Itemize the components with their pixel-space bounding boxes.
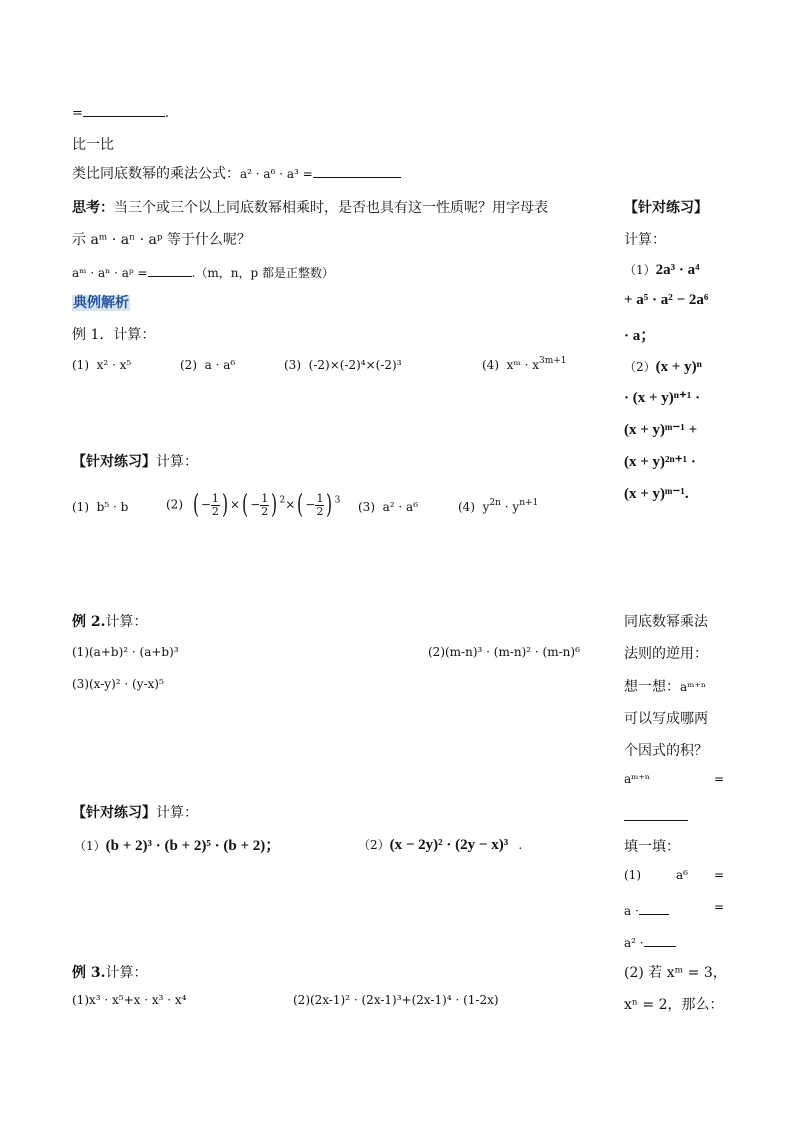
p1-label-3: (3) (358, 500, 375, 514)
example1-items (72, 356, 567, 372)
p1-item-4b: · y (504, 500, 520, 514)
example3-item-2: (2)(2x-1)² · (2x-1)³+(2x-1)⁴ · (1-2x) (293, 993, 499, 1007)
p1-item-3: a² · a⁶ (382, 500, 419, 514)
formula-blank (148, 262, 192, 277)
side-fill-3-blank (644, 932, 676, 947)
p1-label-2: (2) (166, 497, 183, 512)
ex1-label-1: (1) (72, 358, 89, 372)
side-expr-2c: (x + y)ᵐ⁻¹ + (624, 422, 698, 438)
p1-item-4a: y (482, 500, 490, 514)
side-fill-1 (624, 868, 724, 882)
p2-end: . (518, 838, 523, 852)
p2-expr-1: (b + 2)³ · (b + 2)⁵ · (b + 2)； (105, 838, 281, 854)
side-item-2 (624, 356, 702, 376)
side-item-1 (624, 259, 700, 279)
ex1-item-1: x² · x⁵ (96, 358, 132, 372)
side-eq-sign: = (713, 772, 724, 786)
top-fragment (72, 102, 169, 121)
ex1-item-3: (-2)×(-2)⁴×(-2)³ (308, 358, 402, 372)
analogy-expr: a² · a⁶ · a³ = (240, 167, 313, 181)
analogy-label: 类比同底数幂的乘法公式： (72, 166, 240, 182)
fraction-half-c: $\frac{1}{2}$ (316, 491, 324, 518)
side-fill: 填一填： (624, 839, 680, 855)
side-eq-line (624, 772, 724, 786)
analogy-blank (313, 163, 401, 178)
examples-section-heading (72, 292, 130, 312)
ex1-label-2: (2) (180, 358, 197, 372)
ex1-item-4-base: xᵐ · x (506, 358, 539, 372)
p1-item-4b-exp: n+1 (519, 498, 539, 508)
practice1-items (72, 490, 592, 526)
think-line-1 (72, 197, 548, 217)
side-cond-1: (2) 若 xᵐ = 3， (624, 965, 727, 981)
example2-label: 例 2. (72, 614, 106, 630)
p1-item-1: b⁵ · b (96, 500, 129, 514)
example2-item-2: (2)(m-n)³ · (m-n)² · (m-n)⁶ (428, 645, 580, 659)
think-formula (72, 262, 334, 281)
answer-blank (83, 102, 165, 117)
formula-note: .（m，n，p 都是正整数） (191, 266, 334, 280)
examples-heading-text: 典例解析 (73, 295, 129, 311)
side-fill-label: (1) (624, 868, 641, 882)
fraction-half-a: $\frac{1}{2}$ (211, 491, 219, 518)
analogy-line (72, 163, 401, 183)
practice2-suffix: 计算： (156, 805, 198, 821)
side-fill-3 (624, 932, 676, 950)
example2-title (72, 611, 148, 631)
side-think-label: 想一想： (624, 679, 680, 695)
side-eq-expr: aᵐ⁺ⁿ (624, 772, 651, 786)
think-label: 思考： (72, 200, 114, 216)
example2-item-1: (1)(a+b)² · (a+b)³ (72, 645, 179, 659)
side-think-2: 可以写成哪两 (624, 711, 708, 727)
side-inverse-2: 法则的逆用： (624, 646, 708, 662)
formula-expr: aᵐ · aⁿ · aᵖ = (72, 266, 148, 280)
side-think (624, 676, 706, 696)
side-fill-2-eq: = (713, 900, 724, 914)
exp-3: 3 (334, 495, 341, 506)
p2-label-2: （2） (358, 838, 390, 852)
example2-item-3: (3)(x-y)² · (y-x)⁵ (72, 677, 164, 691)
side-fill-2-expr: a · (624, 904, 639, 918)
side-expr-2b: · (x + y)ⁿ⁺¹ · (624, 390, 701, 406)
side-inverse-1: 同底数幂乘法 (624, 614, 708, 630)
practice1-suffix: 计算： (156, 454, 198, 470)
side-expr-1: 2a³ · a⁴ (655, 262, 700, 278)
side-fill-2-blank (639, 900, 669, 915)
p2-expr-2: (x − 2y)² · (2y − x)³ (389, 837, 509, 853)
p1-item-4a-exp: 2n (489, 498, 501, 508)
example3-item-1: (1)x³ · x⁵+x · x³ · x⁴ (72, 993, 187, 1007)
side-fill-3-expr: a² · (624, 936, 644, 950)
compare-heading: 比一比 (72, 137, 114, 153)
side-fill-eq: = (713, 868, 724, 882)
ex1-label-4: (4) (482, 358, 499, 372)
side-fill-2 (624, 900, 724, 918)
p1-item-2: (2) ( − $\frac{1}{2}$ ) ×( − $\frac{1}{2}$ ) $^2$×( − $\frac{1}{2}$ ) $^3$ (166, 490, 341, 520)
side-label-1: （1） (624, 263, 656, 277)
side-fill-expr: a⁶ (676, 868, 688, 882)
exp-2: 2 (279, 495, 286, 506)
side-cond-2: xⁿ = 2，那么： (624, 997, 724, 1013)
side-expr-2d: (x + y)²ⁿ⁺¹ · (624, 454, 696, 470)
example1-title: 例 1．计算： (72, 327, 156, 343)
practice2-heading (72, 802, 198, 822)
practice1-heading (72, 451, 198, 471)
side-calc: 计算： (624, 232, 666, 248)
period: . (164, 106, 170, 121)
practice2-item-2 (358, 834, 522, 854)
practice2-item-1 (74, 834, 280, 855)
ex1-item-4-exp: 3m+1 (538, 356, 567, 366)
p1-label-4: (4) (458, 500, 475, 514)
ex1-label-3: (3) (284, 358, 301, 372)
side-expr-1b: + a⁵ · a² − 2a⁶ (624, 292, 709, 308)
fraction-half-b: $\frac{1}{2}$ (261, 491, 269, 518)
side-eq-blank-row (624, 806, 688, 825)
side-expr-2: (x + y)ⁿ (655, 359, 702, 375)
p2-label-1: （1） (74, 839, 106, 853)
side-eq-blank (624, 806, 688, 821)
example2-suffix: 计算： (105, 614, 148, 630)
ex1-item-2: a · a⁶ (204, 358, 236, 372)
example3-suffix: 计算： (105, 965, 148, 981)
practice2-label: 【针对练习】 (72, 805, 156, 821)
p1-label-1: (1) (72, 500, 89, 514)
example3-title (72, 962, 148, 982)
practice1-label: 【针对练习】 (72, 454, 156, 470)
think-line-2: 示 aᵐ · aⁿ · aᵖ 等于什么呢？ (72, 232, 251, 248)
example3-label: 例 3. (72, 965, 106, 981)
side-think-3: 个因式的积？ (624, 743, 708, 759)
side-expr-2e: (x + y)ᵐ⁻¹. (624, 486, 689, 502)
side-think-expr: aᵐ⁺ⁿ (680, 680, 707, 694)
equals-sign: = (72, 106, 83, 121)
side-practice-label: 【针对练习】 (624, 200, 708, 216)
side-expr-1c: · a； (624, 328, 656, 344)
side-label-2: （2） (624, 360, 656, 374)
think-text-1: 当三个或三个以上同底数幂相乘时，是否也具有这一性质呢？用字母表 (114, 200, 548, 216)
